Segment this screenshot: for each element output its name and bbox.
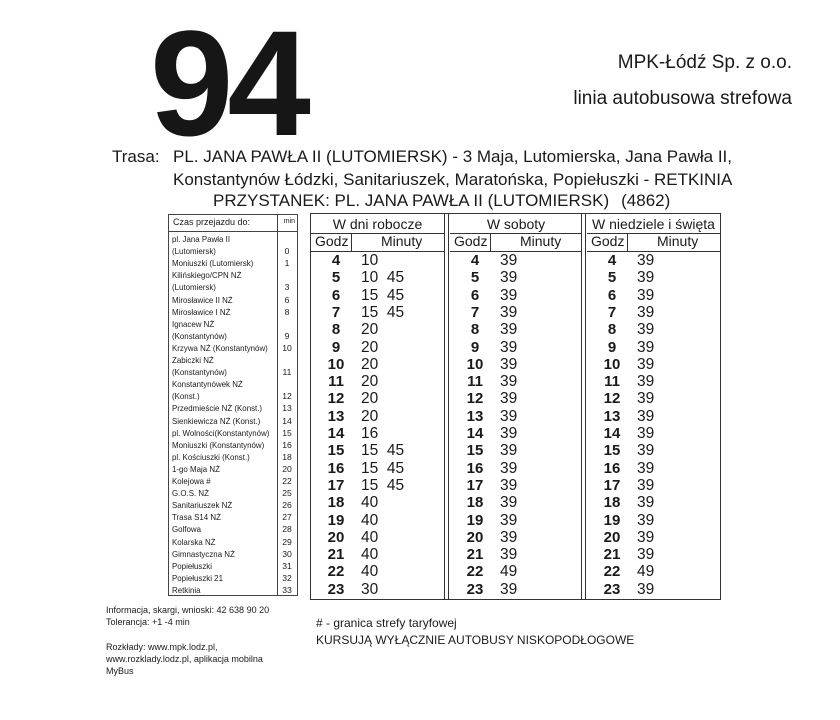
stop-code: (4862) [621,191,671,210]
minutes-cell: 39 [500,546,518,564]
stop-minutes: 8 [284,306,290,317]
stop-name: Zabiczki NŻ [172,355,214,365]
stop-name: (Lutomiersk) [172,282,216,293]
route-line-1: PL. JANA PAWŁA II (LUTOMIERSK) - 3 Maja, Lutomierska, Jana Pawła II, [173,147,732,166]
section-divider [581,214,582,599]
minutes-cell: 39 [500,476,518,494]
schedules-line-2: www.rozklady.lodz.pl, aplikacja mobilna [106,654,263,664]
minutes-cell: 39 [637,511,655,529]
stop-name: Kolarska NŻ [172,536,216,547]
stop-minutes: 20 [282,463,292,474]
stop-minutes: 25 [282,488,292,499]
stop-name: Popiełuszki [172,560,212,571]
minutes-cell: 39 [500,580,518,598]
minutes-column-header: Minuty [520,233,562,249]
hour-cell: 6 [607,286,617,304]
hour-cell: 21 [327,546,345,564]
minutes-cell: 39 [637,269,655,287]
hour-cell: 19 [466,511,484,529]
minutes-cell: 39 [500,390,518,408]
minutes-cell: 39 [637,321,655,339]
stop-name: Ignacew NŻ [172,318,215,329]
hour-cell: 11 [467,373,483,391]
current-stop [213,191,682,211]
hour-column-header: Godz [454,233,488,249]
hour-cell: 7 [607,303,617,321]
hour-cell: 16 [603,459,621,477]
minutes-cell: 20 [361,390,379,408]
hour-cell: 20 [466,528,484,546]
hour-cell: 8 [470,321,480,339]
hour-cell: 9 [470,338,480,356]
stop-name: Przedmieście NŻ (Konst.) [172,403,263,414]
column-header-divider [351,233,352,251]
minutes-cell: 39 [637,373,655,391]
hour-cell: 6 [331,286,341,304]
hour-cell: 16 [466,459,484,477]
stop-minutes: 16 [282,439,292,450]
minutes-cell: 20 [361,407,379,425]
minutes-cell: 39 [637,286,655,304]
travel-time-divider [277,215,278,595]
hour-cell: 5 [470,269,480,287]
stop-minutes: 26 [282,500,292,511]
hour-cell: 13 [466,407,484,425]
minutes-cell: 39 [500,425,518,442]
hour-cell: 5 [331,269,341,287]
hour-cell: 14 [327,425,345,442]
hour-cell: 7 [331,303,341,321]
stop-name: (Konstantynów) [172,367,227,378]
minutes-cell: 39 [637,252,655,269]
hour-cell: 14 [603,425,621,442]
minutes-cell: 30 [361,580,379,598]
minutes-cell: 40 [361,546,379,564]
hour-cell: 22 [327,563,345,581]
hour-cell: 19 [603,511,621,529]
stop-name: Mirosławice I NŻ [172,306,231,317]
hour-cell: 18 [327,494,345,512]
minutes-cell: 39 [500,355,518,373]
stop-name: Moniuszki (Lutomiersk) [172,258,254,269]
hour-cell: 23 [466,580,484,598]
hour-column-header: Godz [591,233,625,249]
hour-cell: 4 [470,252,480,269]
low-floor-note: KURSUJĄ WYŁĄCZNIE AUTOBUSY NISKOPODŁOGOWE [316,633,635,647]
hour-cell: 11 [604,373,620,391]
hour-cell: 12 [603,390,621,408]
section-title: W soboty [486,216,546,232]
hour-cell: 20 [603,528,621,546]
minutes-column-header: Minuty [657,233,699,249]
stop-minutes: 10 [282,342,292,353]
hour-cell: 17 [603,476,621,494]
hour-cell: 8 [331,321,341,339]
section-title: W niedziele i święta [592,216,715,232]
minutes-cell: 39 [500,338,518,356]
hour-cell: 9 [331,338,341,356]
minutes-cell: 15 45 [361,286,405,304]
schedules-line-1: Rozkłady: www.mpk.lodz.pl, [106,642,218,652]
minutes-cell: 39 [637,528,655,546]
stop-name: (Konstantynów) [172,330,227,341]
minutes-cell: 39 [637,338,655,356]
schedules-line-3: MyBus [106,666,134,676]
hour-cell: 4 [331,252,341,269]
section-title: W dni robocze [332,216,423,232]
hour-cell: 13 [327,407,345,425]
hour-cell: 17 [327,476,345,494]
minutes-cell: 39 [637,407,655,425]
hour-cell: 10 [466,355,484,373]
route-label: Trasa: [112,147,160,166]
minutes-cell: 39 [637,476,655,494]
minutes-cell: 39 [500,252,518,269]
hour-cell: 16 [327,459,345,477]
minutes-cell: 39 [637,425,655,442]
stop-name: 1-go Maja NŻ [172,463,220,474]
hour-cell: 15 [603,442,621,460]
stop-minutes: 11 [282,367,292,378]
section-divider [448,214,449,599]
minutes-cell: 39 [637,459,655,477]
stop-name: Golfowa [172,524,202,535]
hour-cell: 22 [466,563,484,581]
minutes-cell: 39 [500,269,518,287]
travel-time-header-label: Czas przejazdu do: [173,217,251,227]
stop-name: Kolejowa # [172,476,211,486]
minutes-cell: 20 [361,373,379,391]
stop-name: Sanitariuszek NŻ [172,500,233,511]
hour-cell: 21 [603,546,621,564]
stop-name: G.O.S. NŻ [172,488,209,499]
stop-name: pl. Wolności(Konstantynów) [172,427,270,438]
stop-minutes: 27 [282,512,292,523]
hour-cell: 23 [603,580,621,598]
hour-cell: 17 [466,476,484,494]
hour-cell: 7 [470,303,480,321]
minutes-cell: 39 [500,373,518,391]
stop-minutes: 14 [282,415,292,426]
stop-minutes: 31 [282,560,292,571]
stop-name: pl. Kościuszki (Konst.) [172,451,250,462]
tolerance-line: Tolerancja: +1 -4 min [106,617,190,627]
stop-minutes: 18 [282,451,292,462]
stop-minutes: 1 [284,258,290,269]
stop-minutes: 33 [282,584,292,595]
minutes-cell: 39 [500,494,518,512]
minutes-cell: 39 [637,390,655,408]
stop-minutes: 22 [282,476,292,486]
stop-label: PRZYSTANEK: PL. JANA PAWŁA II (LUTOMIERSK) [213,191,610,210]
hour-cell: 20 [327,528,345,546]
travel-time-table [168,214,298,596]
stop-minutes: 12 [282,391,292,402]
stop-minutes: 32 [282,572,292,583]
minutes-cell: 40 [361,511,379,529]
hour-cell: 4 [607,252,617,269]
minutes-cell: 39 [500,303,518,321]
minutes-cell: 40 [361,563,379,581]
stop-name: Kilińskiego/CPN NŻ [172,270,242,281]
stop-name: Krzywa NŻ (Konstantynów) [172,342,268,353]
hour-cell: 13 [603,407,621,425]
hour-cell: 19 [327,511,345,529]
minutes-cell: 39 [637,303,655,321]
minutes-cell: 39 [500,459,518,477]
stop-name: Konstantynówek NŻ [172,379,243,390]
travel-time-header-min: min [283,218,295,225]
stop-name: pl. Jana Pawła II [172,234,231,244]
section-divider [585,214,586,599]
minutes-cell: 49 [500,563,518,581]
stop-name: Popiełuszki 21 [172,572,223,583]
hour-cell: 6 [470,286,480,304]
stop-name: (Konst.) [172,391,200,402]
hour-cell: 12 [466,390,484,408]
hour-cell: 12 [327,390,345,408]
minutes-cell: 39 [500,511,518,529]
minutes-cell: 39 [637,442,655,460]
minutes-cell: 49 [637,563,655,581]
minutes-cell: 20 [361,321,379,339]
minutes-cell: 40 [361,494,379,512]
stop-minutes: 0 [284,246,290,257]
hour-cell: 9 [607,338,617,356]
hour-cell: 18 [466,494,484,512]
minutes-cell: 39 [500,286,518,304]
minutes-cell: 20 [361,338,379,356]
hour-cell: 18 [603,494,621,512]
hour-cell: 10 [327,355,345,373]
hour-cell: 14 [466,425,484,442]
hour-cell: 23 [327,580,345,598]
hour-cell: 11 [328,373,344,391]
minutes-cell: 39 [637,580,655,598]
minutes-cell: 40 [361,528,379,546]
minutes-cell: 39 [500,528,518,546]
stop-name: Mirosławice II NŻ [172,294,233,305]
column-header-divider [627,233,628,251]
minutes-cell: 15 45 [361,303,405,321]
stop-name: (Lutomiersk) [172,246,216,257]
stop-minutes: 28 [282,524,292,535]
minutes-cell: 20 [361,355,379,373]
minutes-cell: 15 45 [361,459,405,477]
stop-minutes: 13 [282,403,292,414]
stop-name: Sienkiewicza NŻ (Konst.) [172,415,261,426]
info-line: Informacja, skargi, wnioski: 42 638 90 20 [106,605,270,615]
line-number: 94 [150,0,305,167]
operator-name: MPK-Łódź Sp. z o.o. [617,52,792,73]
stop-minutes: 6 [284,294,290,305]
section-divider [444,214,445,599]
hour-cell: 15 [466,442,484,460]
stop-name: Gimnastyczna NŻ [172,548,235,559]
stop-name: Moniuszki (Konstantynów) [172,439,265,450]
minutes-cell: 39 [637,355,655,373]
minutes-cell: 39 [500,321,518,339]
stop-name: Retkinia [172,584,201,595]
hour-cell: 10 [603,355,621,373]
minutes-cell: 39 [637,546,655,564]
hour-cell: 22 [603,563,621,581]
stop-name: Trasa S14 NŻ [172,512,221,523]
column-header-divider [490,233,491,251]
minutes-column-header: Minuty [381,233,423,249]
minutes-cell: 39 [500,442,518,460]
minutes-cell: 39 [500,407,518,425]
hour-cell: 15 [327,442,345,460]
line-type: linia autobusowa strefowa [573,88,792,109]
hour-cell: 5 [607,269,617,287]
hour-column-header: Godz [315,233,349,249]
hour-cell: 21 [466,546,484,564]
minutes-cell: 15 45 [361,442,405,460]
stop-minutes: 30 [282,548,292,559]
stop-minutes: 15 [282,427,292,438]
stop-minutes: 3 [284,282,290,293]
hour-cell: 8 [607,321,617,339]
route-line-2: Konstantynów Łódzki, Sanitariuszek, Maratońska, Popiełuszki - RETKINIA [173,170,733,189]
timetable [310,213,721,600]
stop-minutes: 29 [282,536,292,547]
minutes-cell: 15 45 [361,476,405,494]
minutes-cell: 39 [637,494,655,512]
minutes-cell: 16 [361,425,379,442]
minutes-cell: 10 45 [361,269,405,287]
stop-minutes: 9 [284,330,290,341]
minutes-cell: 10 [361,252,379,269]
zone-boundary-note: # - granica strefy taryfowej [316,616,457,630]
